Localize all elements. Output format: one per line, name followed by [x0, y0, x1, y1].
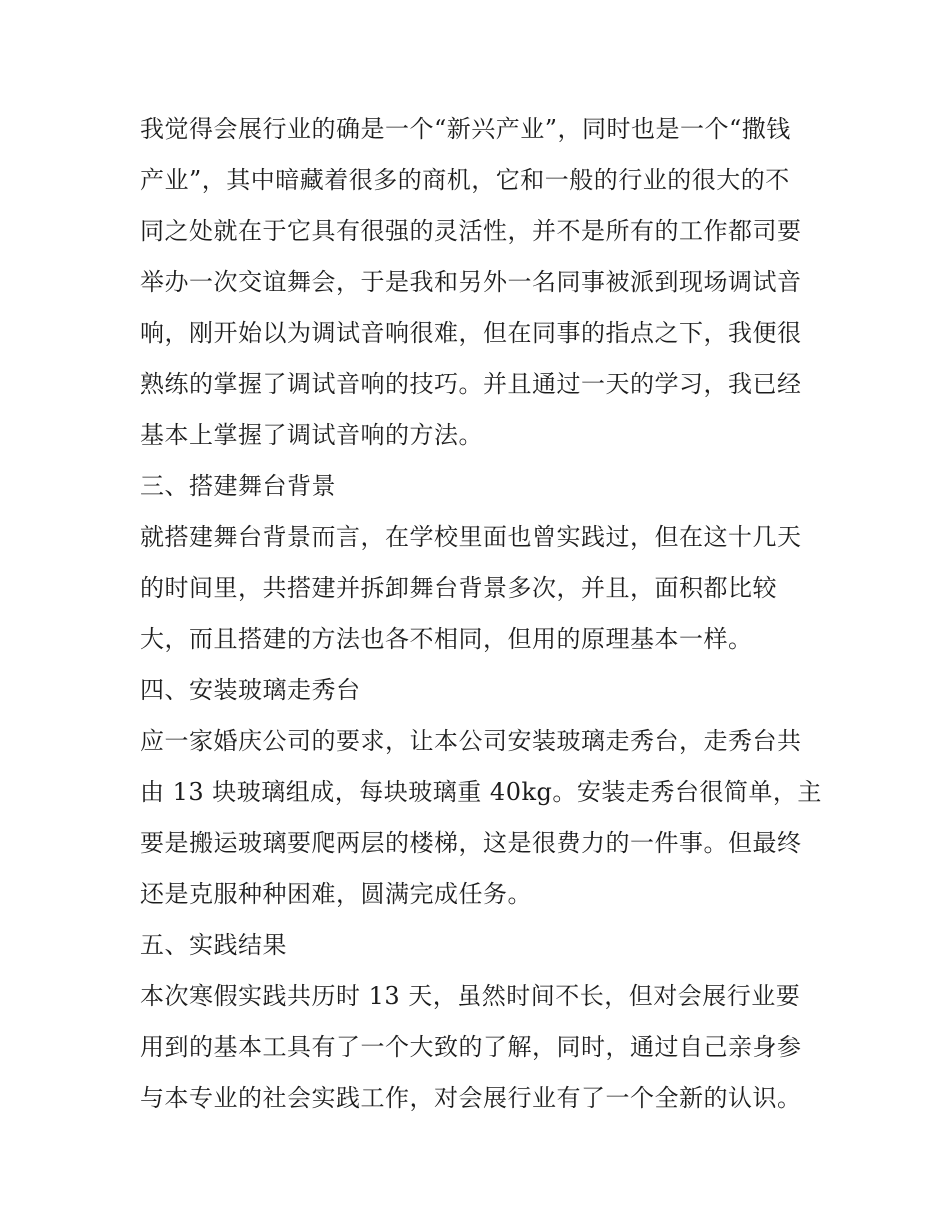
document-body	[140, 104, 820, 1124]
section-heading: 三、搭建舞台背景	[140, 472, 336, 500]
paragraph-line: 还是克服种种困难，圆满完成任务。	[140, 880, 532, 908]
paragraph-line: 应一家婚庆公司的要求，让本公司安装玻璃走秀台，走秀台共	[140, 727, 802, 755]
paragraph-line: 产业”，其中暗藏着很多的商机，它和一般的行业的很大的不	[140, 166, 790, 194]
section-heading: 五、实践结果	[140, 931, 287, 959]
paragraph-line: 本次寒假实践共历时 13 天，虽然时间不长，但对会展行业要	[140, 982, 801, 1010]
paragraph-line: 基本上掌握了调试音响的方法。	[140, 421, 483, 449]
paragraph-line: 与本专业的社会实践工作，对会展行业有了一个全新的认识。	[140, 1084, 802, 1112]
paragraph-line: 大，而且搭建的方法也各不相同，但用的原理基本一样。	[140, 625, 753, 653]
paragraph-line: 我觉得会展行业的确是一个“新兴产业”，同时也是一个“撒钱	[140, 115, 791, 143]
paragraph-line: 要是搬运玻璃要爬两层的楼梯，这是很费力的一件事。但最终	[140, 829, 802, 857]
paragraph-line: 举办一次交谊舞会，于是我和另外一名同事被派到现场调试音	[140, 268, 802, 296]
paragraph-line: 同之处就在于它具有很强的灵活性，并不是所有的工作都司要	[140, 217, 802, 245]
section-heading: 四、安装玻璃走秀台	[140, 676, 361, 704]
paragraph-line: 熟练的掌握了调试音响的技巧。并且通过一天的学习，我已经	[140, 370, 802, 398]
paragraph-line: 响，刚开始以为调试音响很难，但在同事的指点之下，我便很	[140, 319, 802, 347]
paragraph-line: 就搭建舞台背景而言，在学校里面也曾实践过，但在这十几天	[140, 523, 802, 551]
paragraph-line: 由 13 块玻璃组成，每块玻璃重 40kg。安装走秀台很简单，主	[140, 778, 822, 806]
paragraph-line: 的时间里，共搭建并拆卸舞台背景多次，并且，面积都比较	[140, 574, 777, 602]
paragraph-line: 用到的基本工具有了一个大致的了解，同时，通过自己亲身参	[140, 1033, 802, 1061]
